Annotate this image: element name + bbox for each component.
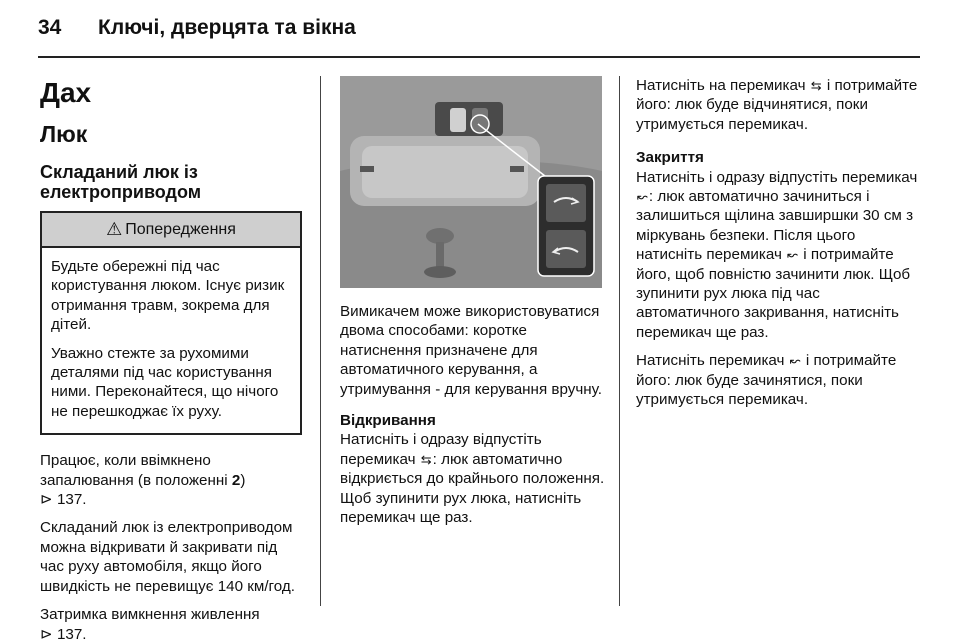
heading-roof: Дах [40, 77, 92, 108]
column-left [40, 72, 302, 642]
text: і потримайте його, щоб повністю зачинити люк. Щоб зупинити рух люка під час автоматичного закривання, натисніть перемикач ще раз. [636, 246, 911, 341]
warning-title: Попередження [125, 220, 236, 238]
page-ref-icon: ⊳ [40, 491, 57, 509]
overhead-console-illustration [340, 76, 602, 288]
page-ref[interactable]: 137. [56, 625, 87, 642]
column-right [636, 76, 922, 419]
heading-power-sunroof: Складаний люк із електроприводом [40, 162, 202, 202]
sunroof-close-icon: ↜ [637, 189, 648, 205]
text: і потримайте його: люк буде зачинятися, поки утримується перемикач. [636, 352, 897, 409]
column-middle [340, 76, 608, 536]
text: : люк автоматично відкриється до крайнього положення. Щоб зупинити рух люка, натисніть перемикач ще раз. [340, 450, 605, 527]
text: Затримка вимкнення живлення [40, 606, 260, 624]
paragraph-open-hold [636, 76, 922, 134]
paragraph-opening [340, 430, 608, 527]
warning-text: Уважно стежте за рухомими деталями під час користування ними. Переконайтеся, що нічого не перешкоджає їх руху. [51, 344, 279, 420]
page-number: 34 [38, 16, 62, 39]
text: ) [240, 471, 246, 489]
warning-icon: ⚠ [106, 219, 123, 239]
text: Натисніть і одразу відпустіть перемикач [340, 431, 542, 468]
sunroof-close-icon: ↜ [787, 247, 799, 263]
paragraph-power-delay [40, 605, 302, 642]
sunroof-close-icon: ↜ [789, 353, 801, 369]
text: Працює, коли ввімкнено запалювання (в положенні [40, 452, 232, 489]
heading-opening: Відкривання [340, 412, 436, 430]
paragraph-closing [636, 168, 922, 343]
warning-header [42, 213, 300, 248]
sunroof-open-icon: ⇆ [420, 451, 432, 467]
text: Натисніть і одразу відпустіть перемикач [636, 168, 918, 186]
ignition-position: 2 [231, 471, 241, 489]
section-title: Ключі, дверцята та вікна [98, 16, 356, 39]
page-ref-icon: ⊳ [40, 625, 57, 642]
paragraph-speed: Складаний люк із електроприводом можна відкривати й закривати під час руху автомобіля, якщо його швидкість не перевищує 140 км/год. [40, 519, 295, 595]
text: Натисніть перемикач [636, 352, 785, 370]
overhead-console-photo [340, 76, 602, 288]
page-header [38, 16, 356, 40]
text: і потримайте його: люк буде відчинятися, поки утримується перемикач. [636, 77, 918, 133]
paragraph-ignition [40, 451, 302, 509]
text: : люк автоматично зачиниться і залишиться щілина завширшки 30 см з міркувань безпеки. Після цього натисніть перемикач [636, 188, 914, 264]
column-divider [619, 76, 620, 606]
column-divider [320, 76, 321, 606]
header-divider [38, 56, 920, 58]
warning-text: Будьте обережні під час користування люком. Існує ризик отримання травм, зокрема для дітей. [51, 258, 285, 334]
warning-box [40, 211, 302, 435]
text: Натисніть на перемикач [636, 77, 806, 94]
paragraph-close-hold [636, 351, 922, 409]
heading-sunroof: Люк [40, 121, 88, 147]
heading-closing: Закриття [636, 149, 704, 167]
sunroof-open-icon: ⇆ [810, 78, 822, 93]
page-ref[interactable]: 137. [56, 491, 87, 509]
paragraph-switch-modes: Вимикачем може використовуватися двома способами: коротке натиснення призначене для автоматичного керування, а утримування - для керування вручну. [340, 303, 602, 398]
